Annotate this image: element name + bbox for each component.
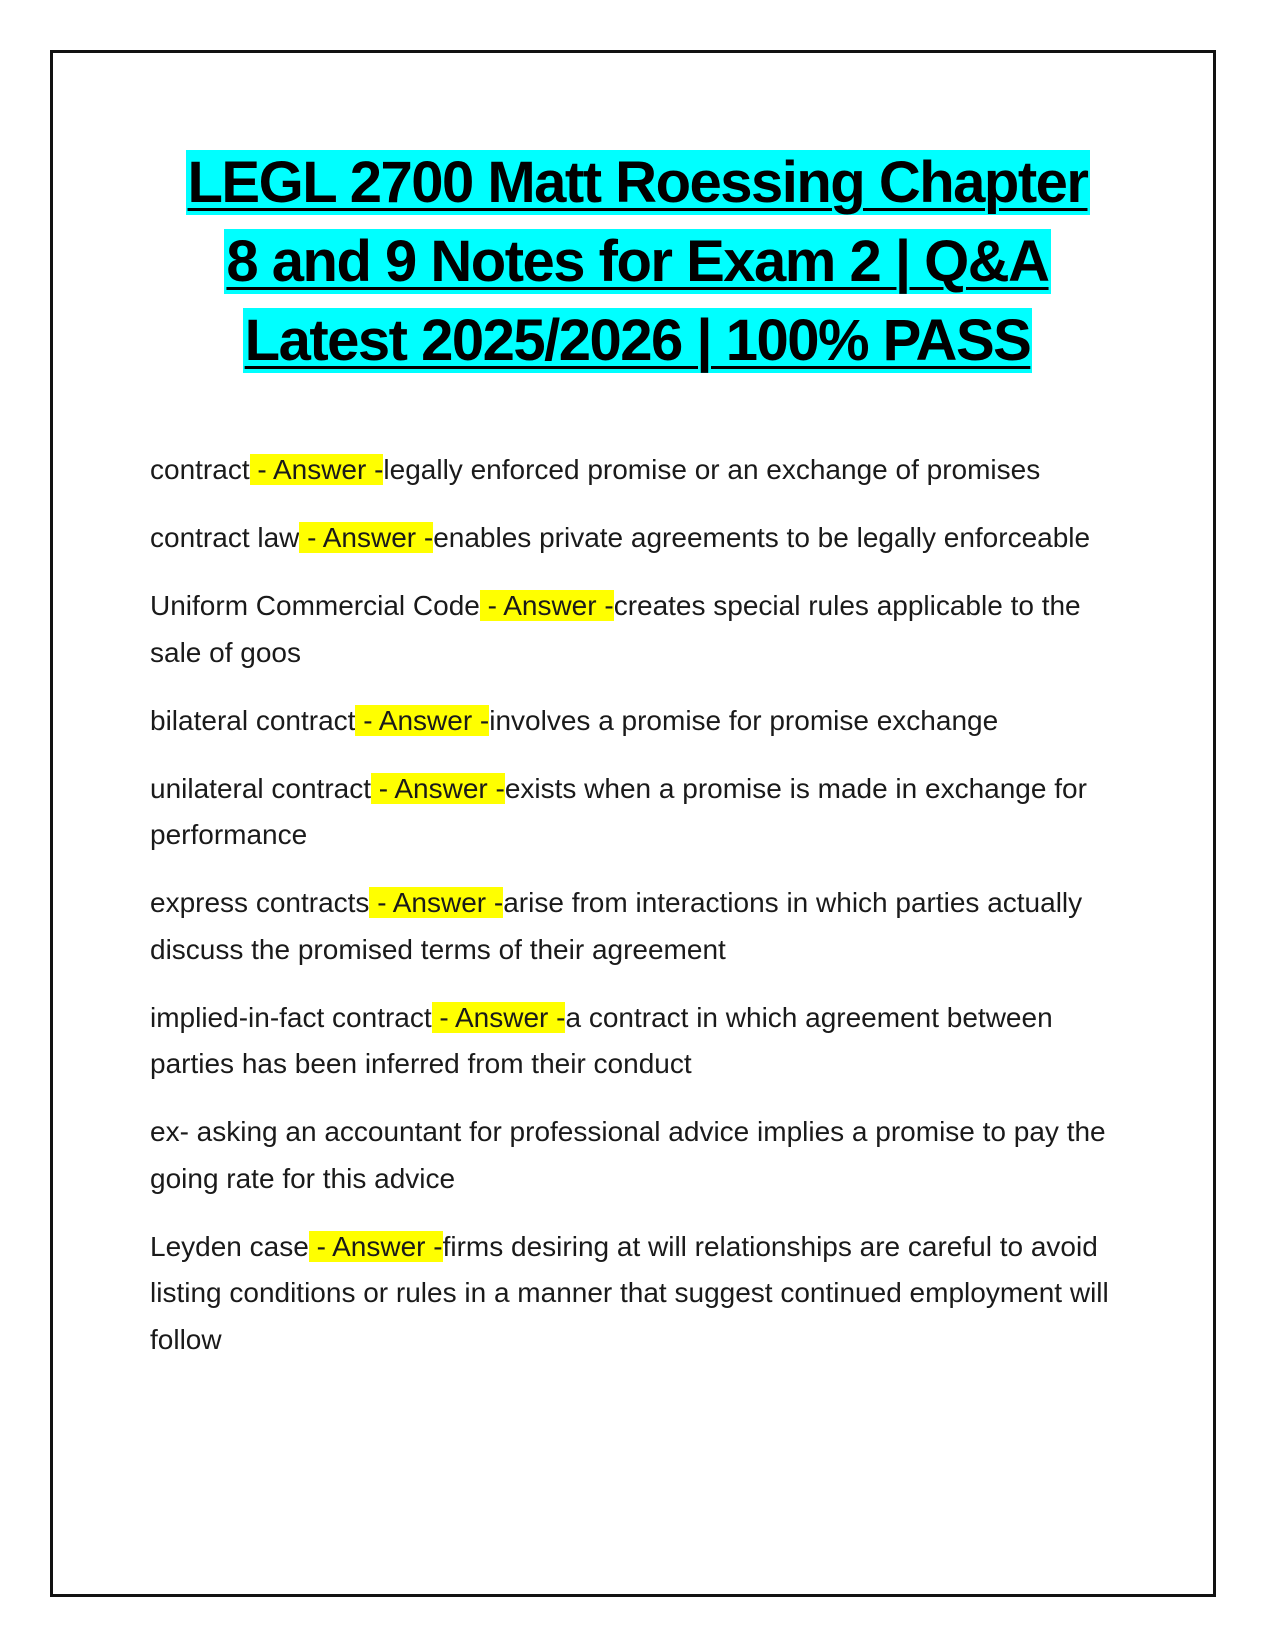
qa-item xyxy=(150,880,1130,973)
qa-item xyxy=(150,1224,1130,1364)
qa-answer: involves a promise for promise exchange xyxy=(489,704,999,736)
qa-answer: legally enforced promise or an exchange of promises xyxy=(383,454,1041,485)
qa-term: Leyden case xyxy=(150,1230,309,1262)
qa-term: unilateral contract xyxy=(150,772,372,804)
title-line: Latest 2025/2026 | 100% PASS xyxy=(244,308,1031,373)
qa-item xyxy=(150,766,1130,859)
qa-item xyxy=(150,447,1130,494)
qa-term: express contracts xyxy=(150,887,370,918)
qa-example: ex- asking an accountant for professional advice implies a promise to pay the going rate for this advice xyxy=(150,1116,1106,1194)
qa-term: bilateral contract xyxy=(150,704,356,736)
qa-answer: arise from interactions in which parties actually discuss the promised terms of their agreement xyxy=(150,887,1083,965)
answer-marker: - Answer - xyxy=(308,1230,443,1262)
qa-answer: firms desiring at will relationships are careful to avoid listing conditions or rules in a manner that suggest continued employment will follow xyxy=(150,1230,1109,1355)
qa-answer: exists when a promise is made in exchange for performance xyxy=(150,772,1087,850)
qa-term: Uniform Commercial Code xyxy=(150,590,480,621)
qa-item xyxy=(150,583,1130,676)
qa-answer: a contract in which agreement between parties has been inferred from their conduct xyxy=(150,1001,1053,1079)
qa-list xyxy=(150,447,1130,1385)
answer-marker: - Answer - xyxy=(479,590,614,621)
qa-term: contract xyxy=(150,454,250,485)
qa-answer: enables private agreements to be legally enforceable xyxy=(433,522,1091,553)
qa-item xyxy=(150,1109,1130,1202)
qa-item xyxy=(150,698,1130,745)
answer-marker: - Answer - xyxy=(249,454,384,485)
document-title xyxy=(100,143,1175,380)
answer-marker: - Answer - xyxy=(369,887,504,918)
title-line: LEGL 2700 Matt Roessing Chapter xyxy=(187,150,1088,215)
qa-answer: creates special rules applicable to the sale of goos xyxy=(150,590,1081,668)
qa-term: contract law xyxy=(150,522,300,553)
answer-marker: - Answer - xyxy=(371,772,505,804)
title-line: 8 and 9 Notes for Exam 2 | Q&A xyxy=(226,229,1049,294)
qa-item xyxy=(150,515,1130,562)
qa-item xyxy=(150,995,1130,1088)
answer-marker: - Answer - xyxy=(355,704,490,736)
answer-marker: - Answer - xyxy=(431,1001,566,1033)
qa-term: implied-in-fact contract xyxy=(150,1001,432,1033)
answer-marker: - Answer - xyxy=(299,522,434,553)
